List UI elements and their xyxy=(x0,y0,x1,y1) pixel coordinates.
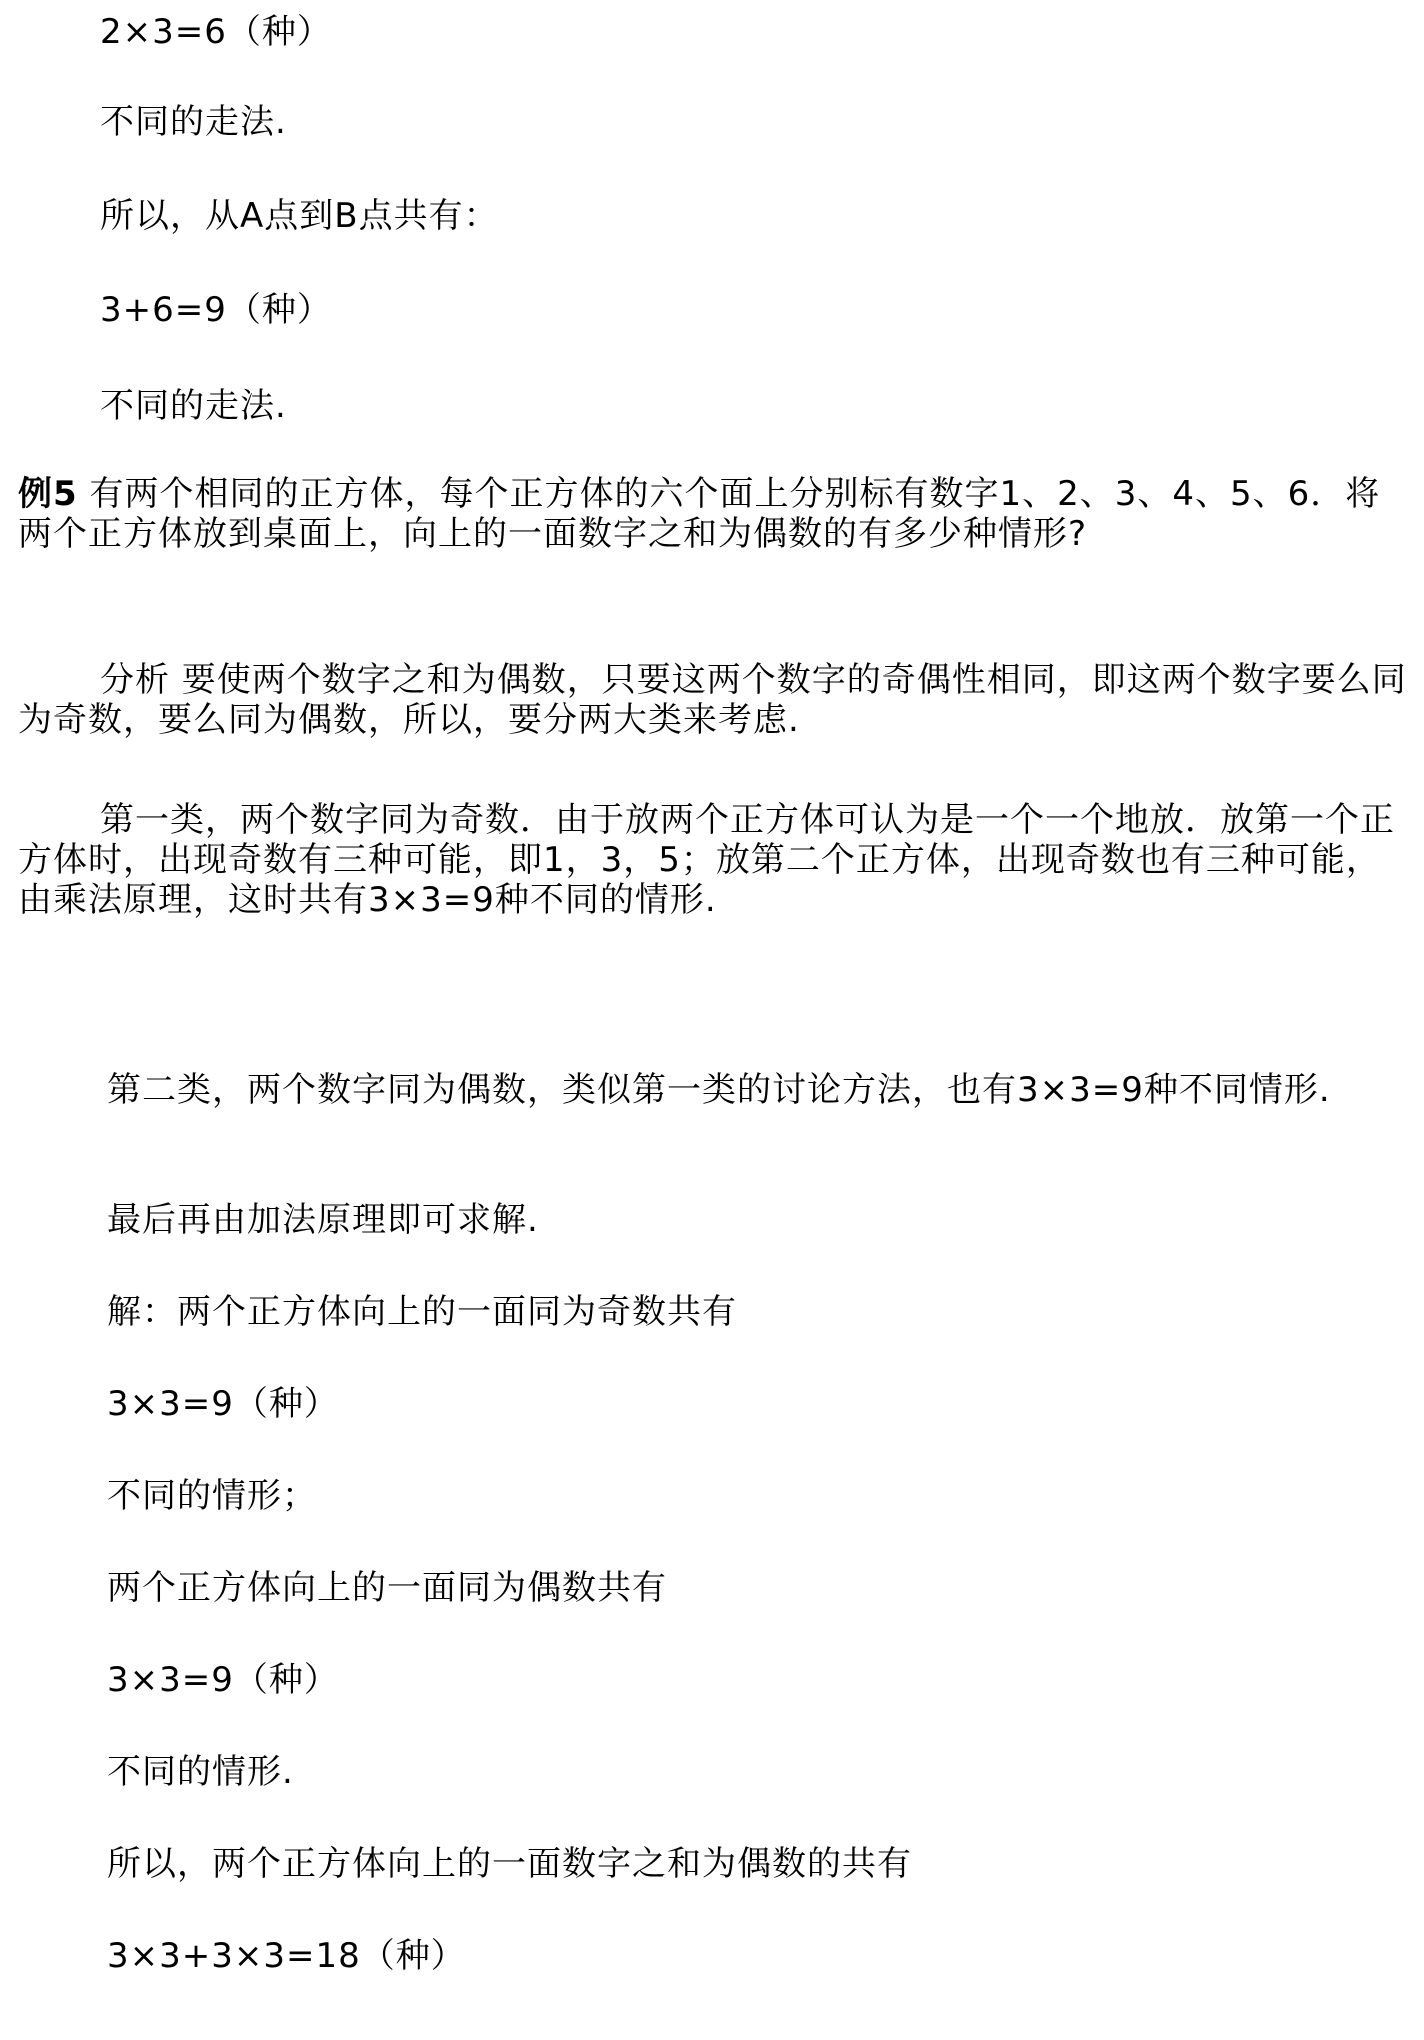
text-line: 最后再由加法原理即可求解. xyxy=(107,1200,539,1240)
analysis-paragraph: 分析 要使两个数字之和为偶数，只要这两个数字的奇偶性相同，即这两个数字要么同为奇数，要么同为偶数，所以，要分两大类来考虑. xyxy=(18,660,1407,740)
equation-line: 3×3=9（种） xyxy=(107,1660,339,1700)
text-line: 不同的情形； xyxy=(107,1476,317,1516)
equation-line: 3×3=9（种） xyxy=(107,1384,339,1424)
second-class-paragraph: 第二类，两个数字同为偶数，类似第一类的讨论方法，也有3×3=9种不同情形. xyxy=(107,1070,1331,1110)
text-line: 所以，两个正方体向上的一面数字之和为偶数的共有 xyxy=(107,1844,912,1884)
text-line: 不同的走法. xyxy=(100,102,287,142)
text-line: 不同的情形. xyxy=(107,1752,294,1792)
first-class-paragraph: 第一类，两个数字同为奇数．由于放两个正方体可认为是一个一个地放．放第一个正方体时，出现奇数有三种可能，即1，3，5；放第二个正方体，出现奇数也有三种可能，由乘法原理，这时共有3×3=9种不同的情形. xyxy=(18,800,1395,920)
equation-line: 3×3+3×3=18（种） xyxy=(107,1936,466,1976)
equation-line: 2×3=6（种） xyxy=(100,12,332,52)
example-text: 有两个相同的正方体，每个正方体的六个面上分别标有数字1、2、3、4、5、6．将两个正方体放到桌面上，向上的一面数字之和为偶数的有多少种情形? xyxy=(18,474,1381,554)
text-line: 解：两个正方体向上的一面同为奇数共有 xyxy=(107,1292,737,1332)
text-line: 所以，从A点到B点共有： xyxy=(100,196,499,236)
example-problem xyxy=(18,474,1408,554)
equation-line: 3+6=9（种） xyxy=(100,290,332,330)
text-line: 两个正方体向上的一面同为偶数共有 xyxy=(107,1568,667,1608)
text-line: 不同的走法. xyxy=(100,386,287,426)
example-label: 例5 xyxy=(18,474,78,514)
